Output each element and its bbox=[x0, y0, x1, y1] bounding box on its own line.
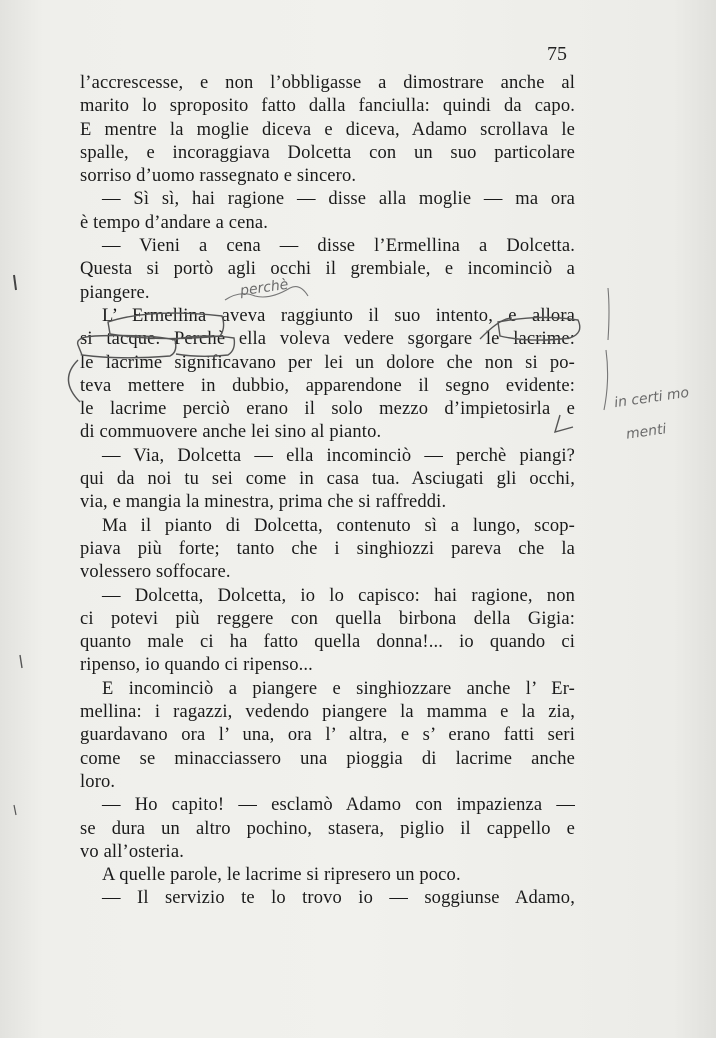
text-line: si tacque. Perchè ella voleva vedere sgorgare le lacrime: bbox=[80, 329, 575, 350]
text-line: L’ Ermellina aveva raggiunto il suo intento, e allora bbox=[102, 305, 575, 326]
text-line: — Sì sì, hai ragione — disse alla moglie — ma ora bbox=[102, 189, 575, 210]
text-line: ripenso, io quando ci ripenso... bbox=[80, 655, 313, 676]
text-line: l’accrescesse, e non l’obbligasse a dimostrare anche al bbox=[80, 73, 575, 93]
text-line: — Dolcetta, Dolcetta, io lo capisco: hai ragione, non bbox=[102, 585, 575, 606]
text-line: spalle, e incoraggiava Dolcetta con un suo particolare bbox=[80, 142, 575, 163]
text-line: E mentre la moglie diceva e diceva, Adamo scrollava le bbox=[80, 119, 575, 140]
text-line: se dura un altro pochino, stasera, piglio il cappello e bbox=[80, 818, 575, 839]
left-margin-mark-1 bbox=[14, 275, 16, 290]
text-line: come se minacciassero una pioggia di lacrime anche bbox=[80, 748, 575, 769]
text-line: piangere. bbox=[80, 282, 150, 303]
body-text bbox=[80, 72, 575, 911]
page-number: 75 bbox=[547, 43, 567, 65]
text-line: mellina: i ragazzi, vedendo piangere la mamma e la zia, bbox=[80, 702, 575, 723]
text-line: Ma il pianto di Dolcetta, contenuto sì a lungo, scop- bbox=[102, 515, 575, 536]
left-margin-mark-2 bbox=[20, 655, 22, 668]
text-line: — Via, Dolcetta — ella incominciò — perchè piangi? bbox=[102, 445, 575, 466]
text-line: A quelle parole, le lacrime si ripresero un poco. bbox=[102, 865, 461, 886]
margin-note-line-1: in certi mo bbox=[613, 384, 691, 412]
text-line: le lacrime significavano per lei un dolore che non si po- bbox=[80, 352, 575, 373]
text-line: marito lo sproposito fatto dalla fanciulla: quindi da capo. bbox=[80, 96, 575, 117]
text-line: di commuovere anche lei sino al pianto. bbox=[80, 422, 382, 443]
text-line: teva mettere in dubbio, apparendone il segno evidente: bbox=[80, 375, 575, 396]
left-margin-mark-3 bbox=[14, 805, 16, 815]
left-bracket-mark bbox=[68, 360, 80, 402]
margin-vertical-line bbox=[608, 288, 609, 340]
text-line: via, e mangia la minestra, prima che si raffreddi. bbox=[80, 492, 447, 513]
text-line: volessero soffocare. bbox=[80, 562, 231, 583]
text-line: loro. bbox=[80, 771, 116, 792]
text-line: piava più forte; tanto che i singhiozzi pareva che la bbox=[80, 538, 575, 559]
annotation-above-line: perchè bbox=[239, 276, 290, 300]
text-line: è tempo d’andare a cena. bbox=[80, 212, 268, 233]
text-line: Questa si portò agli occhi il grembiale, e incominciò a bbox=[80, 259, 575, 280]
margin-note-line-2: menti bbox=[625, 421, 668, 443]
text-line: — Il servizio te lo trovo io — soggiunse Adamo, bbox=[102, 888, 575, 909]
text-line: sorriso d’uomo rassegnato e sincero. bbox=[80, 166, 357, 187]
text-line: quanto male ci ha fatto quella donna!... io quando ci bbox=[80, 632, 575, 653]
text-line: guardavano ora l’ una, ora l’ altra, e s’ erano fatti seri bbox=[80, 725, 575, 746]
text-line: vo all’osteria. bbox=[80, 841, 184, 862]
text-line: E incominciò a piangere e singhiozzare anche l’ Er- bbox=[102, 678, 575, 699]
text-line: qui da noi tu sei come in casa tua. Asciugati gli occhi, bbox=[80, 469, 575, 490]
text-line: le lacrime perciò erano il solo mezzo d’impietosirla e bbox=[80, 399, 575, 420]
text-line: ci potevi più reggere con quella birbona della Gigia: bbox=[80, 608, 575, 629]
text-line: — Vieni a cena — disse l’Ermellina a Dolcetta. bbox=[102, 236, 575, 257]
text-line: — Ho capito! — esclamò Adamo con impazienza — bbox=[102, 795, 575, 816]
margin-vertical-line-2 bbox=[604, 350, 608, 410]
